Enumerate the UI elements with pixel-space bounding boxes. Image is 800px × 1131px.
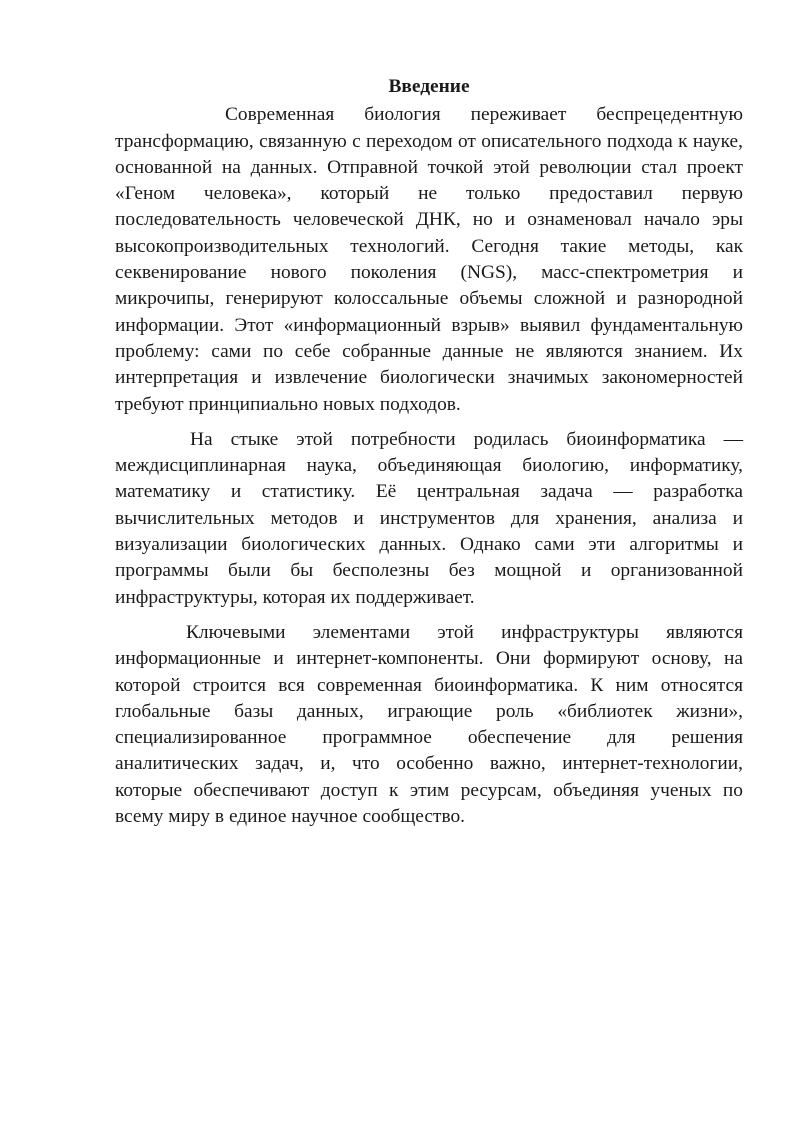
- paragraph-1: Современная биология переживает беспрецедентную трансформацию, связанную с переходом от описательного подхода к науке, основанной на данных. Отправной точкой этой революции стал проект «Геном человека», который не только предоставил первую последовательность человеческой ДНК, но и ознаменовал начало эры высокопроизводительных технологий. Сегодня такие методы, как секвенирование нового поколения (NGS), масс-спектрометрия и микрочипы, генерируют колоссальные объемы сложной и разнородной информации. Этот «информационный взрыв» выявил фундаментальную проблему: сами по себе собранные данные не являются знанием. Их интерпретация и извлечение биологически значимых закономерностей требуют принципиально новых подходов.: [115, 104, 743, 415]
- paragraph-3: Ключевыми элементами этой инфраструктуры являются информационные и интернет-компоненты. Они формируют основу, на которой строится вся современная биоинформатика. К ним относятся глобальные базы данных, играющие роль «библиотек жизни», специализированное программное обеспечение для решения аналитических задач, и, что особенно важно, интернет-технологии, которые обеспечивают доступ к этим ресурсам, объединяя ученых по всему миру в единое научное сообщество.: [115, 621, 743, 828]
- section-heading: Введение: [388, 76, 470, 97]
- document-body: [115, 74, 743, 830]
- paragraph-2: На стыке этой потребности родилась биоинформатика — междисциплинарная наука, объединяющая биологию, информатику, математику и статистику. Её центральная задача — разработка вычислительных методов и инструментов для хранения, анализа и визуализации биологических данных. Однако сами эти алгоритмы и программы были бы бесполезны без мощной и организованной инфраструктуры, которая их поддерживает.: [115, 428, 743, 608]
